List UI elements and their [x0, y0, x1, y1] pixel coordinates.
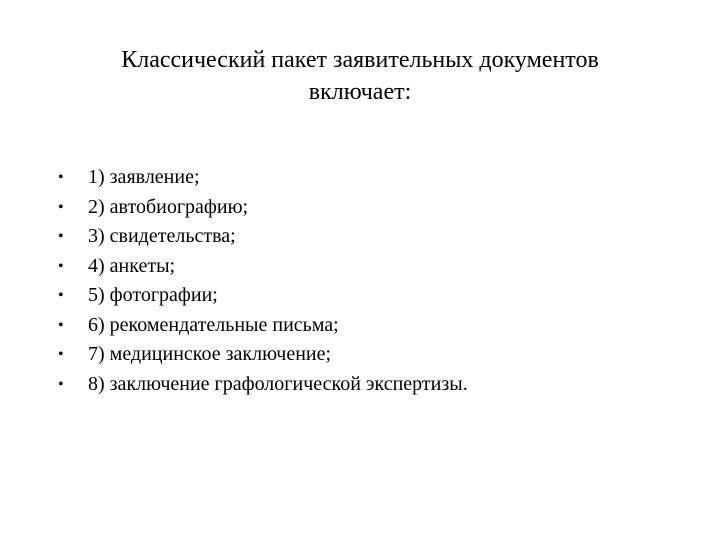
list-item: [58, 311, 468, 341]
list-item-text: 1) заявление;: [88, 166, 200, 188]
list-item-text: 4) анкеты;: [88, 254, 176, 277]
list-item: [58, 340, 468, 370]
bullet-icon: •: [58, 346, 64, 363]
list-item-text: 2) автобиографию;: [88, 195, 249, 218]
bullet-icon: •: [58, 257, 64, 275]
list-item-text: 6) рекомендательные письма;: [88, 313, 339, 336]
list-item-text: 3) свидетельства;: [88, 225, 236, 247]
list-item: [58, 252, 468, 282]
list-item: [58, 222, 468, 252]
list-item-text: 5) фотографии;: [88, 284, 218, 306]
bullet-icon: •: [58, 228, 64, 245]
list-item: [58, 281, 468, 311]
bullet-icon: •: [58, 169, 64, 186]
bullet-icon: •: [58, 198, 64, 216]
list-item-text: 7) медицинское заключение;: [88, 343, 332, 365]
list-item: [58, 370, 468, 400]
bullet-icon: •: [58, 316, 64, 334]
bullet-icon: •: [58, 375, 64, 393]
list-item: [58, 163, 468, 193]
slide-title: [40, 44, 680, 108]
list-item: [58, 193, 468, 223]
document-list: [58, 163, 468, 399]
list-item-text: 8) заключение графологической экспертизы.: [88, 372, 468, 395]
slide-title-line-2: включает:: [308, 79, 412, 105]
slide-title-line-1: Классический пакет заявительных документов: [121, 47, 599, 73]
bullet-icon: •: [58, 287, 64, 304]
